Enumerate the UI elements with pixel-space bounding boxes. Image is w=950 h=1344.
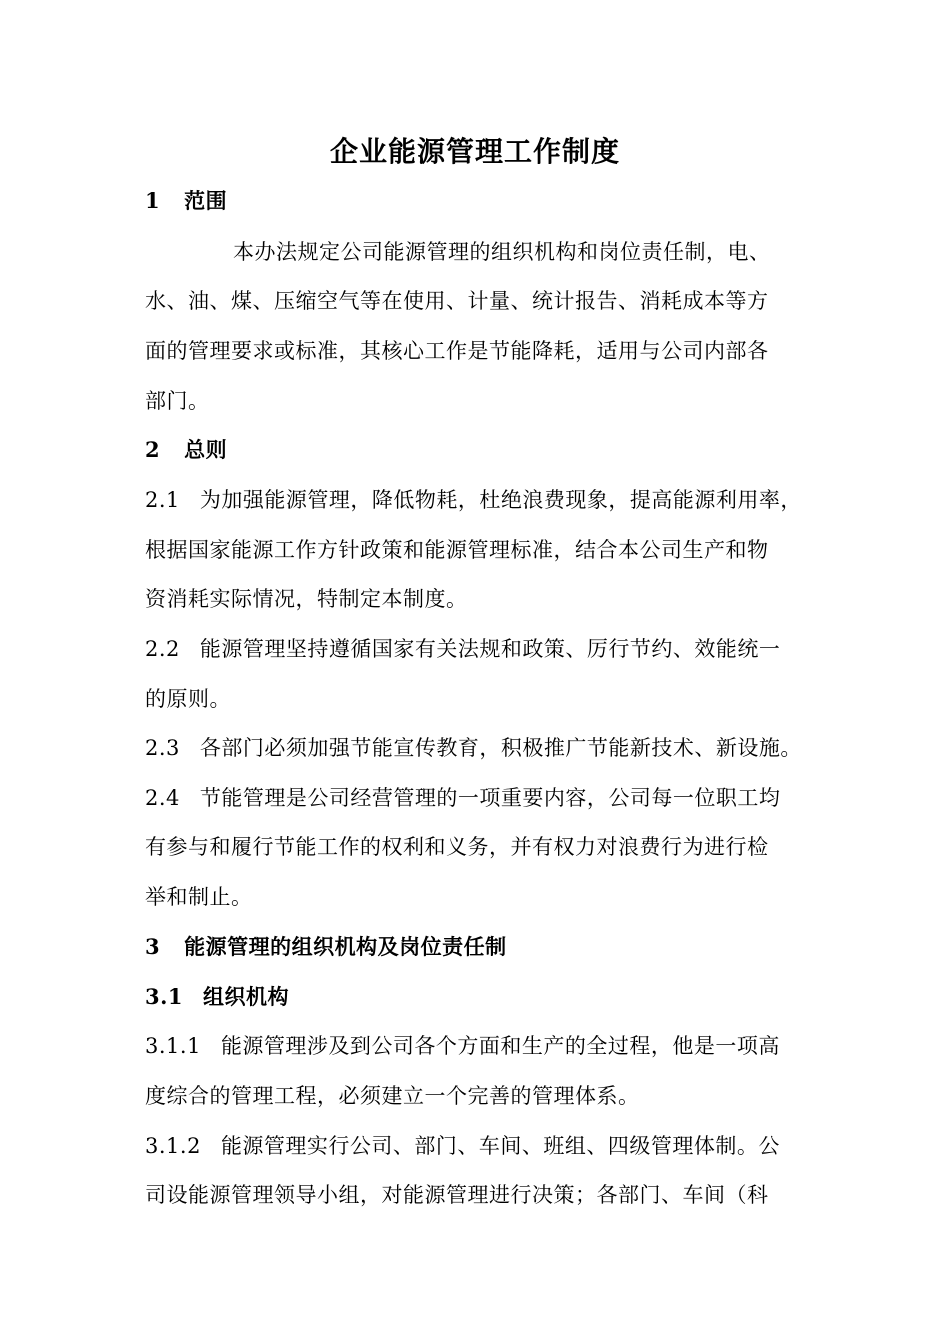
section-number: 3 [145,934,161,959]
document-title: 企业能源管理工作制度 [329,135,620,168]
clause-text: 能源管理坚持遵循国家有关法规和政策、厉行节约、效能统一 [199,637,781,661]
paragraph-line: 面的管理要求或标准，其核心工作是节能降耗，适用与公司内部各 [145,339,769,363]
clause-text: 能源管理涉及到公司各个方面和生产的全过程，他是一项高 [220,1034,780,1058]
section-title: 总则 [184,437,228,462]
section-title: 能源管理的组织机构及岗位责任制 [184,934,507,959]
paragraph-line: 度综合的管理工程，必须建立一个完善的管理体系。 [145,1084,640,1108]
subsection-3-1-heading [145,982,289,1012]
paragraph-line: 举和制止。 [145,885,253,909]
section-title: 范围 [184,188,228,213]
clause-text: 能源管理实行公司、部门、车间、班组、四级管理体制。公 [220,1134,780,1158]
clause-3-1-2 [145,1131,780,1161]
clause-text: 节能管理是公司经营管理的一项重要内容，公司每一位职工均 [199,786,781,810]
clause-number: 2.4 [145,786,180,810]
clause-text: 各部门必须加强节能宣传教育，积极推广节能新技术、新设施。 [199,736,802,760]
section-2-heading [145,435,227,465]
section-1-heading [145,186,227,216]
clause-2-2 [145,634,780,664]
clause-3-1-1 [145,1031,780,1061]
clause-number: 2.2 [145,637,180,661]
clause-2-1 [145,485,802,515]
section-number: 2 [145,437,161,462]
paragraph-line: 司设能源管理领导小组，对能源管理进行决策；各部门、车间（科 [145,1183,769,1207]
subsection-title: 组织机构 [203,984,290,1009]
section-3-heading [145,932,507,962]
paragraph-line: 部门。 [145,389,210,413]
clause-number: 3.1.1 [145,1034,201,1058]
subsection-number: 3.1 [145,984,184,1009]
clause-number: 2.3 [145,736,180,760]
paragraph-line: 有参与和履行节能工作的权利和义务，并有权力对浪费行为进行检 [145,835,769,859]
paragraph-line: 资消耗实际情况，特制定本制度。 [145,587,468,611]
paragraph-line: 本办法规定公司能源管理的组织机构和岗位责任制，电、 [233,240,771,264]
clause-number: 2.1 [145,488,180,512]
clause-2-3 [145,733,802,763]
clause-2-4 [145,783,780,813]
clause-text: 为加强能源管理，降低物耗，杜绝浪费现象，提高能源利用率， [199,488,802,512]
paragraph-line: 的原则。 [145,687,231,711]
paragraph-line: 水、油、煤、压缩空气等在使用、计量、统计报告、消耗成本等方 [145,289,769,313]
clause-number: 3.1.2 [145,1134,201,1158]
paragraph-line: 根据国家能源工作方针政策和能源管理标准，结合本公司生产和物 [145,538,769,562]
section-number: 1 [145,188,161,213]
